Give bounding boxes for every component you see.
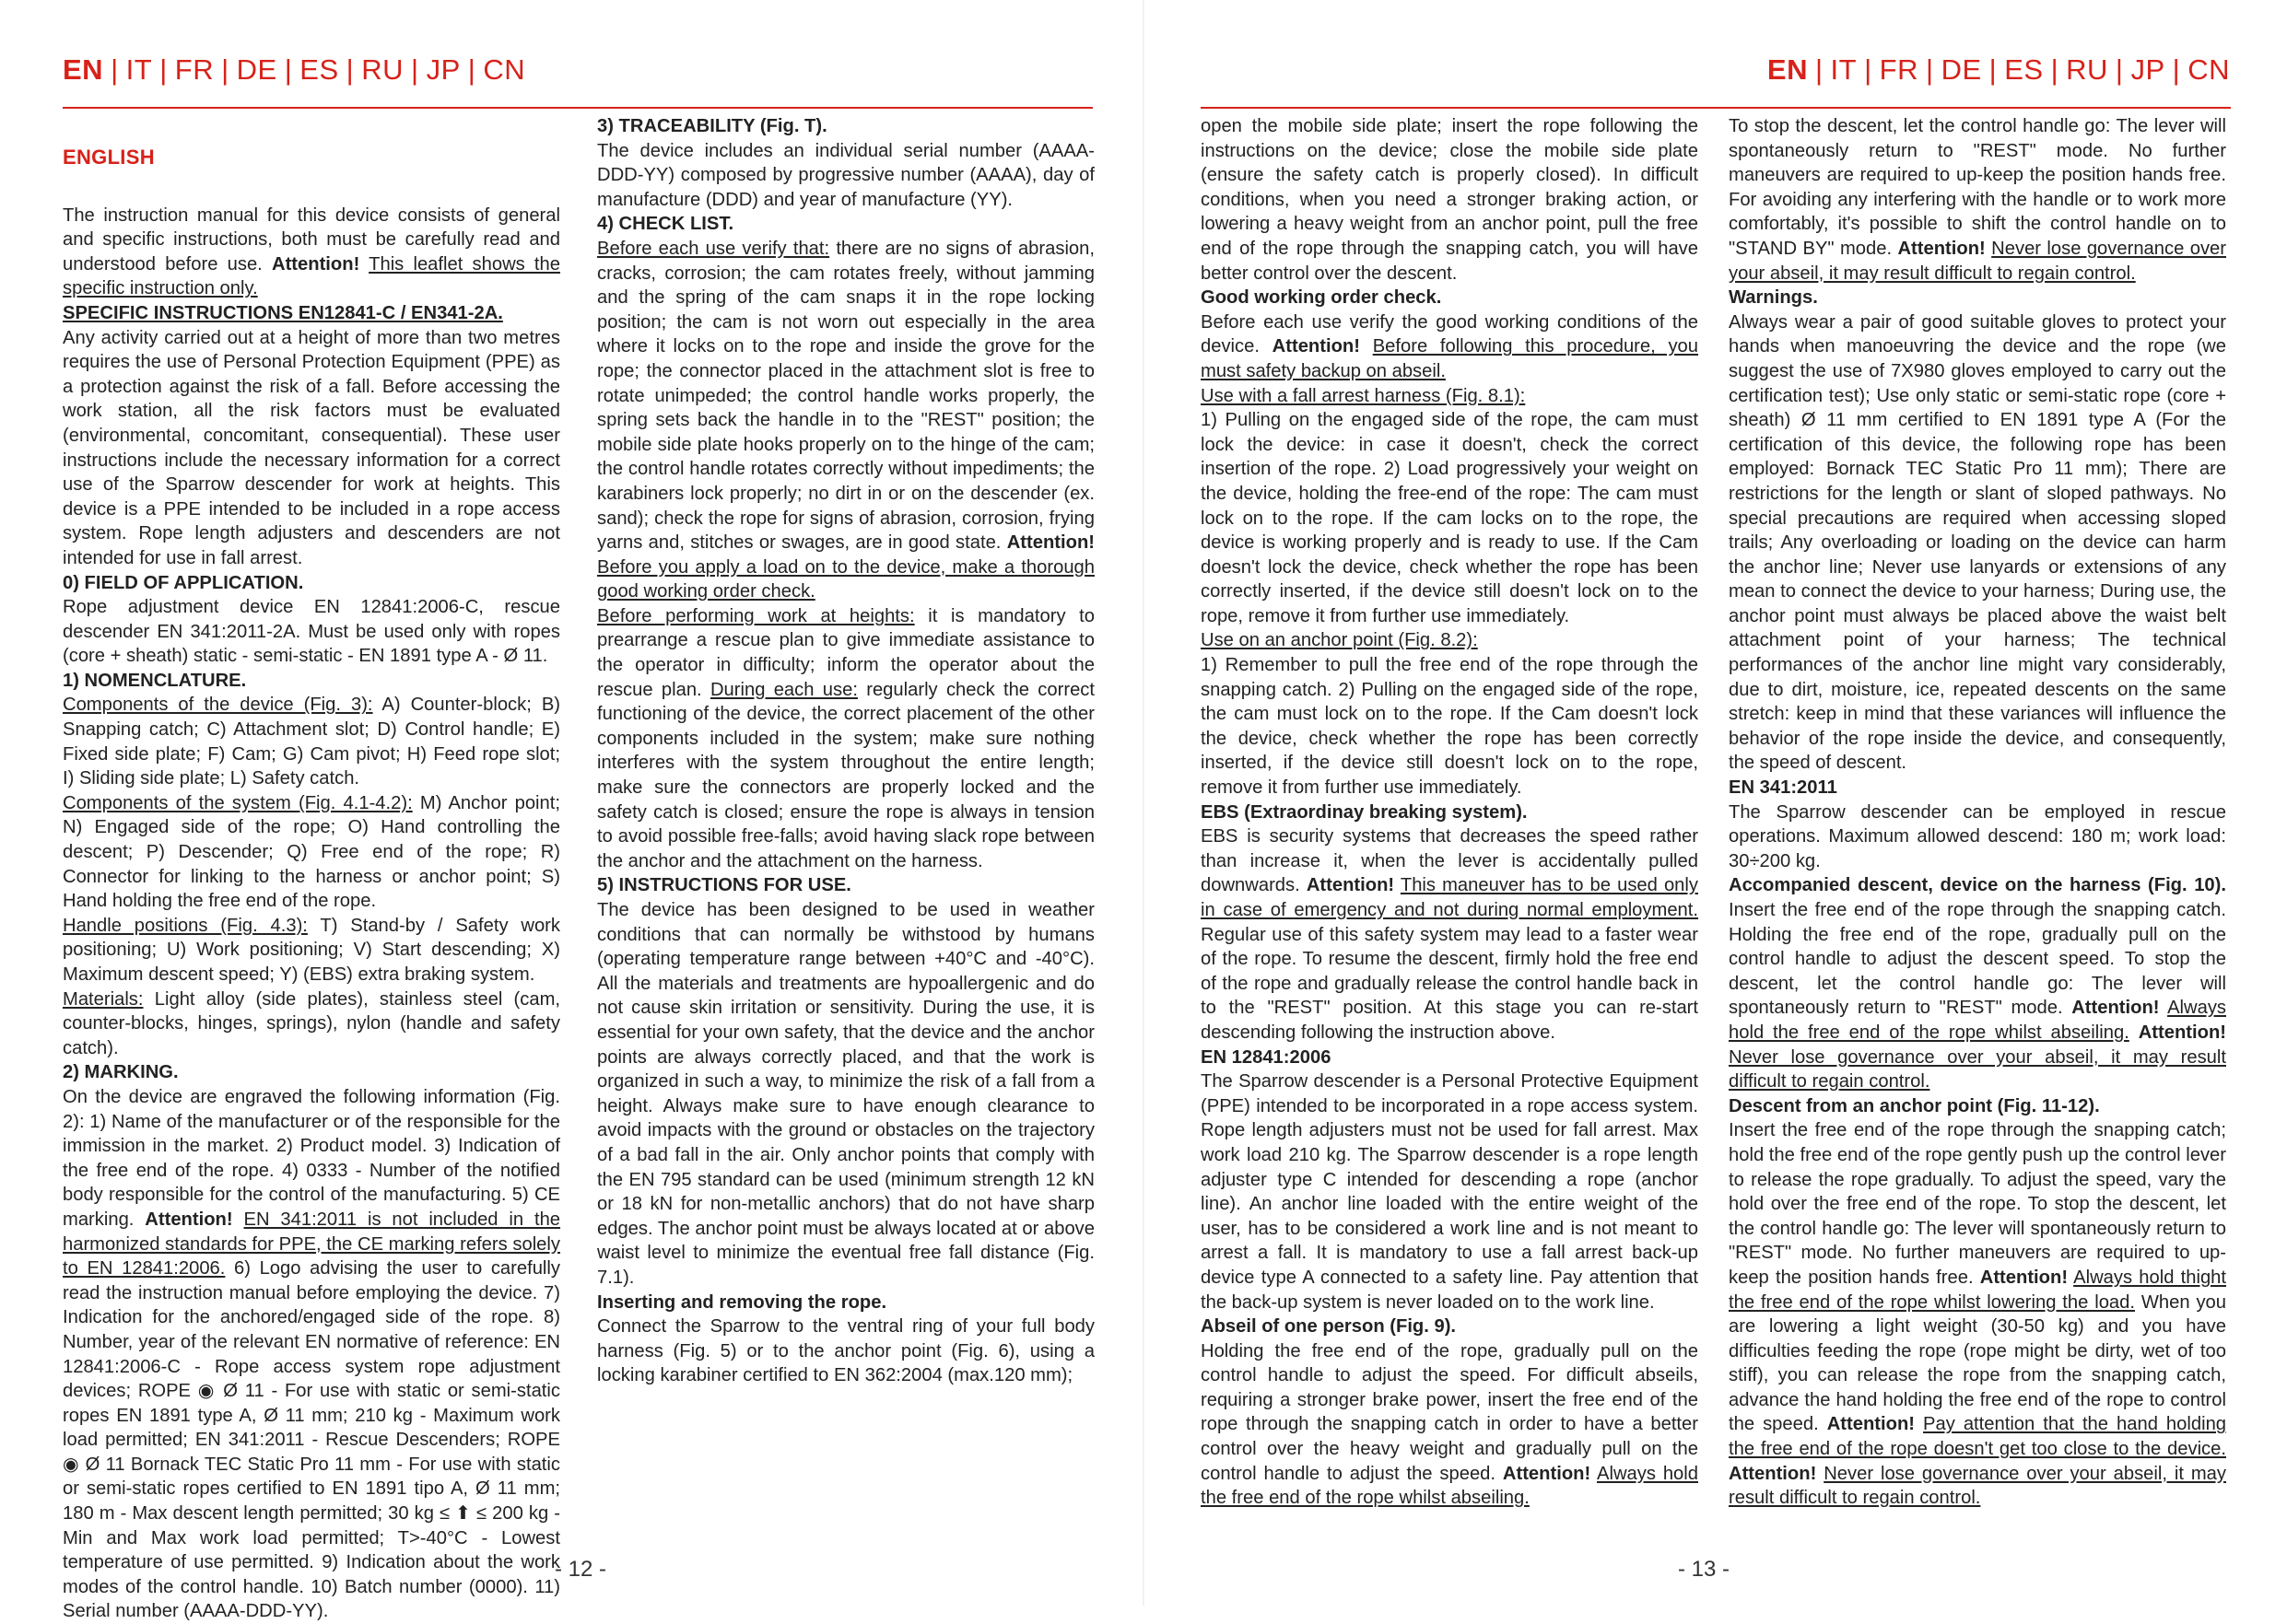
language-bar-right: EN | IT | FR | DE | ES | RU | JP | CN xyxy=(1766,53,2230,86)
lang-tab-es-right[interactable]: ES xyxy=(2004,53,2044,86)
traceability-text: The device includes an individual serial number (AAAA-DDD-YY) composed by progressive number (AAAA), day of manufacture (DDD) and year of manufacture (YY). xyxy=(597,140,1095,210)
lang-tab-it[interactable]: IT xyxy=(125,53,153,86)
left-page xyxy=(0,0,1144,1622)
en12841-text: The Sparrow descender is a Personal Protective Equipment (PPE) intended to be incorporated in a rope access system. Rope length adjusters must not be used for fall arrest. Max work load 210 kg. The Sparrow descender is a rope length adjuster type C intended for descending a rope (anchor line). An anchor line loaded with the entire weight of the user, has to be considered a work line and is not meant to arrest a fall. It is mandatory to use a fall arrest back-up device type A connected to a safety line. Pay attention that the back-up system is never loaded on to the work line. xyxy=(1201,1071,1698,1313)
lang-tab-de[interactable]: DE xyxy=(236,53,277,86)
lang-tab-cn-right[interactable]: CN xyxy=(2187,53,2230,86)
en341-text: The Sparrow descender can be employed in rescue operations. Maximum allowed descend: 180 m; work load: 30÷200 kg. xyxy=(1729,801,2226,871)
good-order-text: Before each use verify the good working conditions of the device. Attention! Before following this procedure, you must safety backup on abseil. xyxy=(1201,311,1698,381)
marking-text: On the device are engraved the following information (Fig. 2): 1) Name of the manufacturer or of the responsible for the immission in the market. 2) Product model. 3) Indication of the free end of the rope. 4) 0333 - Number of the notified body responsible for the control of the manufacturing. 5) CE marking. Attention! EN 341:2011 is not included in the harmonized standards for PPE, the CE marking refers solely to EN 12841:2006. 6) Logo advising the user to carefully read the instruction manual before employing the device. 7) Indication for the anchored/engaged side of the rope. 8) Number, year of the relevant EN normative of reference: EN 12841:2006-C - Rope access system rope adjustment devices; ROPE ◉ Ø 11 - For use with static or semi-static ropes EN 1891 type A, Ø 11 mm; 210 kg - Maximum work load permitted; EN 341:2011 - Rescue Descenders; ROPE ◉ Ø 11 Bornack TEC Static Pro 11 mm - For use with static or semi-static ropes certified to EN 1891 tipo A, Ø 11 mm; 180 m - Max descent length permitted; 30 kg ≤ ⬆ ≤ 200 kg - Min and Max work load permitted; T>-40°C - Lowest temperature of use permitted. 9) Indication about the work modes of the control handle. 10) Batch number (0000). 11) Serial number (AAAA-DDD-YY). xyxy=(63,1086,561,1622)
marking-heading: 2) MARKING. xyxy=(63,1062,179,1083)
language-bar: EN | IT | FR | DE | ES | RU | JP | CN xyxy=(63,53,526,86)
anchor-label: Use on an anchor point (Fig. 8.2): xyxy=(1201,630,1478,651)
field-text: Rope adjustment device EN 12841:2006-C, rescue descender EN 341:2011-2A. Must be used only with ropes (core + sheath) static - semi-static - EN 1891 type A - Ø 11. xyxy=(63,597,560,667)
descent-text: Insert the free end of the rope through the snapping catch; hold the free end of the rope gently push up the control lever to release the rope gradually. To adjust the speed, vary the hold over the free end of the rope. To stop the descent, let the control handle go: The lever will spontaneously return to "REST" mode. No further maneuvers are required to up-keep the position hands free. Attention! Always hold thight the free end of the rope whilst lowering the load. When you are lowering a light weight (30-50 kg) and you have difficulties feeding the rope (rope might be dirty, wet of too stiff), you can release the rope from the snapping catch, advance the hand holding the free end of the rope to control the speed. Attention! Pay attention that the hand holding the free end of the rope doesn't get too close to the device. Attention! Never lose governance over your abseil, it may result difficult to regain control. xyxy=(1729,1120,2227,1509)
lang-tab-active[interactable]: EN xyxy=(63,53,104,86)
right-page xyxy=(1144,0,2287,1606)
instructions-text: The device has been designed to be used in weather conditions that can normally be withstood by humans (operating temperature range between +40°C and -40°C). All the materials and treatments are hypoallergenic and do not cause skin irritation or sensitivity. During the use, it is essential for your own safety, that the device and the anchor points are always correctly placed, and that the work is organized in such a way, to minimize the risk of a fall from a height. Always make sure to have enough clearance to avoid impacts with the ground or obstacles on the trajectory of a bad fall in the air. Only anchor points that comply with the EN 795 standard can be used (minimum strength 12 kN or 18 kN for non-metallic anchors) that do not have sharp edges. The anchor point must be always located at or above waist level to minimize the eventual free fall distance (Fig. 7.1). xyxy=(597,900,1095,1288)
abseil-heading: Abseil of one person (Fig. 9). xyxy=(1201,1316,1457,1338)
nomenclature-system: Components of the system (Fig. 4.1-4.2): M) Anchor point; N) Engaged side of the rope; O) Hand controlling the descent; P) Descender; Q) Free end of the rope; R) Connector for linking to the harness or anchor point; S) Hand holding the free end of the rope. xyxy=(63,792,560,912)
lang-tab-active-right[interactable]: EN xyxy=(1766,53,1808,86)
harness-label: Use with a fall arrest harness (Fig. 8.1): xyxy=(1201,385,1526,406)
field-heading: 0) FIELD OF APPLICATION. xyxy=(63,572,304,593)
lang-tab-ru[interactable]: RU xyxy=(361,53,404,86)
accompanied-text: Accompanied descent, device on the harness (Fig. 10). Insert the free end of the rope through the snapping catch. Holding the free end of the rope, gradually pull on the control handle to adjust the descent speed. To stop the descent, let the control handle go: The lever will spontaneously return to "REST" mode. Attention! Always hold the free end of the rope whilst abseiling. Attention! Never lose governance over your abseil, it may result difficult to regain control. xyxy=(1729,875,2227,1092)
abseil-text: Holding the free end of the rope, gradually pull on the control handle to adjust the speed. For difficult abseils, requiring a stronger brake power, insert the free end of the rope through the snapping catch in order to have a better control over the heavy weight and gradually pull on the control handle to adjust the speed. Attention! Always hold the free end of the rope whilst abseiling. xyxy=(1201,1340,1698,1509)
descent-heading: Descent from an anchor point (Fig. 11-12). xyxy=(1729,1095,2100,1116)
header-rule-right xyxy=(1201,107,2231,109)
checklist-before: Before each use verify that: there are no signs of abrasion, cracks, corrosion; the cam rotates freely, without jamming and the spring of the cam snaps it in the rope locking position; the cam is not worn out especially in the area where it locks on to the rope and inside the grove for the rope; the connector placed in the attachment slot is free to rotate unimpeded; the control handle works properly, the spring sets back the handle in to the "REST" position; the mobile side plate hooks properly on to the hinge of the cam; the control handle rotates correctly without impediments; the karabiners lock properly; no dirt in or on the descender (ex. sand); check the rope for signs of abrasion, corrosion, frying yarns and, stitches or swages, are in good state. Attention! Before you apply a load on to the device, make a thorough good working order check. xyxy=(597,238,1096,602)
instructions-heading: 5) INSTRUCTIONS FOR USE. xyxy=(597,875,851,896)
abseil-text-continued: To stop the descent, let the control handle go: The lever will spontaneously return to "REST" mode. No further maneuvers are required to up-keep the position hands free. For avoiding any interfering with the handle or to work more comfortably, it's possible to shift the control handle on to "STAND BY" mode. Attention! Never lose governance over your abseil, it may result difficult to regain control. xyxy=(1729,116,2226,284)
traceability-heading: 3) TRACEABILITY (Fig. T). xyxy=(597,116,827,136)
lang-tab-cn[interactable]: CN xyxy=(483,53,526,86)
nomenclature-materials: Materials: Light alloy (side plates), stainless steel (cam, counter-blocks, hinges, springs), nylon (handle and safety catch). xyxy=(63,988,561,1058)
lang-tab-jp[interactable]: JP xyxy=(426,53,461,86)
inserting-heading: Inserting and removing the rope. xyxy=(597,1291,887,1313)
ebs-text: EBS is security systems that decreases the speed rather than increase it, when the lever is accidentally pulled downwards. Attention! This maneuver has to be used only in case of emergency and not during normal employment. Regular use of this safety system may lead to a faster wear of the rope. To resume the descent, firmly hold the free end of the rope and gradually release the control handle back in to the "REST" position. At this stage you can re-start descending following the instruction above. xyxy=(1201,826,1698,1043)
column-3 xyxy=(1201,114,1698,1511)
warnings-heading: Warnings. xyxy=(1729,287,1818,309)
page-number-right: - 13 - xyxy=(1678,1557,1730,1582)
lang-tab-es[interactable]: ES xyxy=(299,53,339,86)
inserting-text: Connect the Sparrow to the ventral ring of your full body harness (Fig. 5) or to the anchor point (Fig. 6), using a locking karabiner certified to EN 362:2004 (max.120 mm); xyxy=(597,1316,1095,1386)
lang-tab-it-right[interactable]: IT xyxy=(1830,53,1858,86)
section-title: ENGLISH xyxy=(63,146,155,169)
good-order-heading: Good working order check. xyxy=(1201,287,1442,309)
nomenclature-heading: 1) NOMENCLATURE. xyxy=(63,670,247,691)
ebs-heading: EBS (Extraordinay breaking system). xyxy=(1201,801,1528,823)
lang-tab-jp-right[interactable]: JP xyxy=(2130,53,2165,86)
nomenclature-components: Components of the device (Fig. 3): A) Counter-block; B) Snapping catch; C) Attachment slot; D) Control handle; E) Fixed side plate; F) Cam; G) Cam pivot; H) Feed rope slot; I) Sliding side plate; L) Safety catch. xyxy=(63,695,561,789)
en341-heading: EN 341:2011 xyxy=(1729,777,1837,799)
specific-heading: SPECIFIC INSTRUCTIONS EN12841-C / EN341-2A. xyxy=(63,302,503,323)
nomenclature-handle: Handle positions (Fig. 4.3): T) Stand-by / Safety work positioning; U) Work positioning; V) Start descending; X) Maximum descent speed; Y) (EBS) extra braking system. xyxy=(63,915,560,985)
column-4 xyxy=(1729,114,2226,1511)
lang-tab-fr[interactable]: FR xyxy=(174,53,215,86)
header-rule xyxy=(63,107,1093,109)
en12841-heading: EN 12841:2006 xyxy=(1201,1046,1331,1068)
inserting-continued: open the mobile side plate; insert the rope following the instructions on the device; close the mobile side plate (ensure the safety catch is properly closed). In difficult conditions, when you need a stronger braking action, or lowering a heavy weight from an anchor point, pull the free end of the rope through the snapping catch, you will have better control over the descent. xyxy=(1201,116,1698,284)
column-1 xyxy=(63,127,560,1624)
checklist-heights: Before performing work at heights: it is mandatory to prearrange a rescue plan to give immediate assistance to the operator in difficulty; inform the operator about the rescue plan. During each use: regularly check the correct functioning of the device, the correct placement of the other components included in the system; make sure nothing interferes with the system throughout the entire length; make sure the connectors are properly locked and the safety catch is closed; ensure the rope is always in tension to avoid possible free-falls; avoid having slack rope between the anchor and the attachment on the harness. xyxy=(597,605,1096,871)
intro-paragraph: The instruction manual for this device consists of general and specific instructions, both must be carefully read and understood before use. Attention! This leaflet shows the specific instruction only. xyxy=(63,204,560,299)
anchor-text: 1) Remember to pull the free end of the rope through the snapping catch. 2) Pulling on the engaged side of the rope, the cam must lock on to the rope. If the Cam doesn't lock the device, check whether the rope has been correctly inserted, if the device still doesn't lock on to the rope, remove it from further use immediately. xyxy=(1201,655,1698,799)
page-number: - 12 - xyxy=(555,1557,607,1582)
lang-tab-ru-right[interactable]: RU xyxy=(2066,53,2108,86)
lang-tab-fr-right[interactable]: FR xyxy=(1879,53,1918,86)
lang-tab-de-right[interactable]: DE xyxy=(1941,53,1982,86)
column-2 xyxy=(597,114,1095,1388)
specific-text: Any activity carried out at a height of more than two metres requires the use of Personal Protection Equipment (PPE) as a protection against the risk of a fall. Before accessing the work station, all the risk factors must be evaluated (environmental, concomitant, consequential). These user instructions include the necessary information for a correct use of the Sparrow descender for work at heights. This device is a PPE intended to be included in a rope access system. Rope length adjusters and descenders are not intended for use in fall arrest. xyxy=(63,327,560,568)
harness-text: 1) Pulling on the engaged side of the rope, the cam must lock the device: in case it doesn't, check the correct insertion of the rope. 2) Load progressively your weight on the device, holding the free-end of the rope: The cam must lock on to the rope. If the cam locks on to the rope, the device is working properly and is ready to use. If the Cam doesn't lock the device, check whether the rope has been correctly inserted, if the device still doesn't lock on to the rope, remove it from further use immediately. xyxy=(1201,410,1698,626)
checklist-heading: 4) CHECK LIST. xyxy=(597,214,734,235)
warnings-text: Always wear a pair of good suitable gloves to protect your hands when manoeuvring the device and the rope (we suggest the use of 7X980 gloves employed to carry out the certification test); Use only static or semi-static rope (core + sheath) Ø 11 mm certified to EN 1891 type A (For the certification of this device, the following rope has been employed: Bornack TEC Static Pro 11 mm); There are restrictions for the length or slant of sloped pathways. No special precautions are required when accessing sloped trails; Any overloading or loading on the device can harm the anchor line; Never use lanyards or extensions of any mean to connect the device to your harness; During use, the anchor point must always be placed above the waist belt attachment point of your harness; The technical performances of the anchor line might vary considerably, due to dirt, moisture, ice, repeated descents on the same stretch: keep in mind that these variances will influence the behavior of the rope inside the device, and consequently, the speed of descent. xyxy=(1729,311,2226,774)
